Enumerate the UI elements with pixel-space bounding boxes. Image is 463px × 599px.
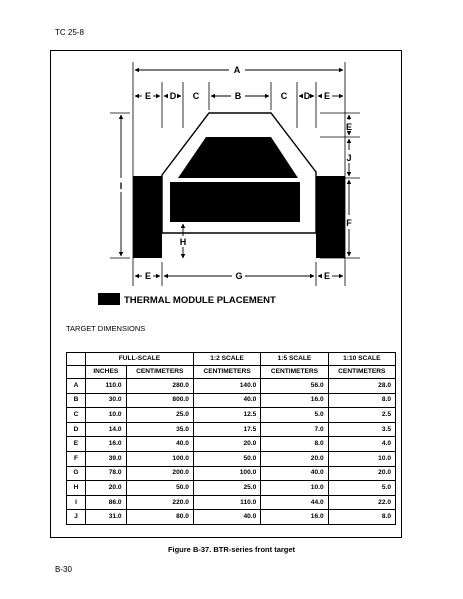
dim-label-F: F <box>346 218 352 228</box>
cell-cm-half: 40.0 <box>193 393 260 408</box>
cell-cm-half: 100.0 <box>193 466 260 481</box>
row-letter: D <box>67 422 86 437</box>
sub-header-cm-tenth: CENTIMETERS <box>328 366 395 379</box>
thermal-module-center <box>170 182 300 222</box>
cell-cm-half: 110.0 <box>193 495 260 510</box>
dim-label-E-top-right: E <box>323 91 331 101</box>
table-row <box>67 481 396 496</box>
cell-cm-fifth: 16.0 <box>261 393 328 408</box>
cell-cm-tenth: 8.0 <box>328 510 395 525</box>
cell-cm-fifth: 44.0 <box>261 495 328 510</box>
dim-label-C-left: C <box>192 91 200 101</box>
dim-label-E-top-left: E <box>144 91 152 101</box>
cell-inches: 30.0 <box>86 393 127 408</box>
cell-inches: 86.0 <box>86 495 127 510</box>
cell-cm-fifth: 5.0 <box>261 408 328 423</box>
group-header-half: 1:2 SCALE <box>193 353 260 366</box>
corner-cell <box>67 366 86 379</box>
cell-inches: 110.0 <box>86 379 127 394</box>
cell-cm-half: 140.0 <box>193 379 260 394</box>
row-letter: F <box>67 451 86 466</box>
thermal-module-top <box>178 137 298 178</box>
group-header-row <box>67 353 396 366</box>
sub-header-cm-full: CENTIMETERS <box>126 366 193 379</box>
table-row <box>67 379 396 394</box>
cell-inches: 78.0 <box>86 466 127 481</box>
cell-cm-half: 50.0 <box>193 451 260 466</box>
corner-cell <box>67 353 86 366</box>
sub-header-inches: INCHES <box>86 366 127 379</box>
figure-caption: Figure B-37. BTR-series front target <box>167 545 296 554</box>
cell-cm-full: 80.0 <box>126 510 193 525</box>
group-header-full: FULL-SCALE <box>86 353 194 366</box>
cell-inches: 20.0 <box>86 481 127 496</box>
cell-cm-half: 40.0 <box>193 510 260 525</box>
dim-label-I: I <box>119 181 123 191</box>
cell-cm-tenth: 3.5 <box>328 422 395 437</box>
dim-label-D-right: D <box>303 91 311 101</box>
cell-cm-fifth: 56.0 <box>261 379 328 394</box>
row-letter: I <box>67 495 86 510</box>
table-row <box>67 495 396 510</box>
cell-cm-tenth: 20.0 <box>328 466 395 481</box>
cell-inches: 16.0 <box>86 437 127 452</box>
cell-inches: 31.0 <box>86 510 127 525</box>
sub-header-cm-half: CENTIMETERS <box>193 366 260 379</box>
cell-inches: 10.0 <box>86 408 127 423</box>
cell-cm-tenth: 5.0 <box>328 481 395 496</box>
cell-cm-half: 20.0 <box>193 437 260 452</box>
cell-cm-tenth: 2.5 <box>328 408 395 423</box>
table-row <box>67 422 396 437</box>
cell-cm-fifth: 20.0 <box>261 451 328 466</box>
dim-label-E-bottom-left: E <box>144 271 152 281</box>
row-letter: H <box>67 481 86 496</box>
dim-label-C-right: C <box>280 91 288 101</box>
cell-cm-full: 800.0 <box>126 393 193 408</box>
cell-inches: 39.0 <box>86 451 127 466</box>
dim-label-J: J <box>346 153 352 163</box>
group-header-fifth: 1:5 SCALE <box>261 353 328 366</box>
cell-cm-tenth: 28.0 <box>328 379 395 394</box>
dim-label-G: G <box>235 271 243 281</box>
cell-cm-half: 12.5 <box>193 408 260 423</box>
cell-cm-tenth: 10.0 <box>328 451 395 466</box>
thermal-module-right <box>316 176 345 258</box>
cell-cm-fifth: 8.0 <box>261 437 328 452</box>
group-header-tenth: 1:10 SCALE <box>328 353 395 366</box>
table-row <box>67 437 396 452</box>
cell-cm-tenth: 22.0 <box>328 495 395 510</box>
cell-cm-full: 280.0 <box>126 379 193 394</box>
table-row <box>67 408 396 423</box>
dim-label-E-right: E <box>345 122 353 132</box>
cell-cm-fifth: 10.0 <box>261 481 328 496</box>
cell-cm-fifth: 7.0 <box>261 422 328 437</box>
dim-label-A: A <box>233 65 241 75</box>
legend-swatch <box>98 293 120 305</box>
table-row <box>67 466 396 481</box>
row-letter: E <box>67 437 86 452</box>
dim-label-B: B <box>234 91 242 101</box>
table-row <box>67 510 396 525</box>
table-title: TARGET DIMENSIONS <box>66 324 146 333</box>
cell-cm-fifth: 16.0 <box>261 510 328 525</box>
table-row <box>67 393 396 408</box>
cell-cm-full: 100.0 <box>126 451 193 466</box>
sub-header-row <box>67 366 396 379</box>
cell-cm-full: 50.0 <box>126 481 193 496</box>
cell-cm-tenth: 8.0 <box>328 393 395 408</box>
dim-label-D-left: D <box>169 91 177 101</box>
cell-cm-tenth: 4.0 <box>328 437 395 452</box>
row-letter: G <box>67 466 86 481</box>
row-letter: J <box>67 510 86 525</box>
cell-cm-full: 220.0 <box>126 495 193 510</box>
dim-label-H: H <box>179 237 187 247</box>
cell-cm-full: 35.0 <box>126 422 193 437</box>
cell-cm-half: 25.0 <box>193 481 260 496</box>
row-letter: A <box>67 379 86 394</box>
dim-label-E-bottom-right: E <box>323 271 331 281</box>
table-row <box>67 451 396 466</box>
cell-cm-full: 25.0 <box>126 408 193 423</box>
cell-cm-fifth: 40.0 <box>261 466 328 481</box>
cell-cm-full: 40.0 <box>126 437 193 452</box>
dimensions-table <box>66 352 396 525</box>
cell-cm-half: 17.5 <box>193 422 260 437</box>
page-footer: B-30 <box>55 565 72 574</box>
cell-cm-full: 200.0 <box>126 466 193 481</box>
page-header: TC 25-8 <box>55 28 84 37</box>
row-letter: B <box>67 393 86 408</box>
sub-header-cm-fifth: CENTIMETERS <box>261 366 328 379</box>
cell-inches: 14.0 <box>86 422 127 437</box>
row-letter: C <box>67 408 86 423</box>
legend-label: THERMAL MODULE PLACEMENT <box>124 295 276 306</box>
thermal-module-left <box>133 176 162 258</box>
